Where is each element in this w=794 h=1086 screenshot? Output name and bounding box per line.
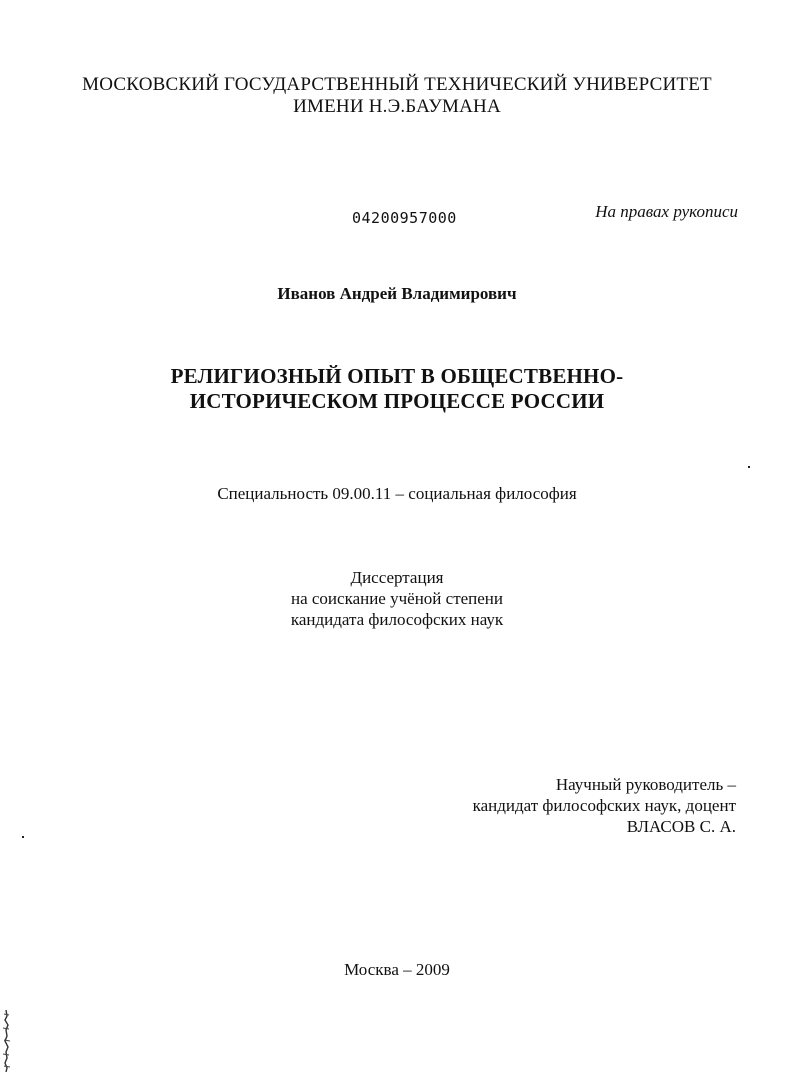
supervisor-degree: кандидат философских наук, доцент [472,796,736,815]
author-name: Иванов Андрей Владимирович [277,284,517,303]
manuscript-rights-note: На правах рукописи [595,202,738,221]
degree-purpose: на соискание учёной степени [290,589,504,608]
dissertation-title-line2: ИСТОРИЧЕСКОМ ПРОЦЕССЕ РОССИИ [189,389,605,413]
supervisor-label: Научный руководитель – [555,775,736,794]
specialty: Специальность 09.00.11 – социальная философия [217,484,577,503]
supervisor-name: ВЛАСОВ С. А. [626,817,736,836]
place-and-year: Москва – 2009 [344,960,450,979]
scan-speck [748,466,750,468]
dissertation-label: Диссертация [350,568,444,587]
registration-code: 04200957000 [352,209,457,227]
binding-edge-marks [2,1010,11,1072]
university-name-line2: ИМЕНИ Н.Э.БАУМАНА [293,96,501,117]
degree-name: кандидата философских наук [290,610,504,629]
university-name-line1: МОСКОВСКИЙ ГОСУДАРСТВЕННЫЙ ТЕХНИЧЕСКИЙ УНИВЕРСИТЕТ [82,74,712,95]
scan-speck [22,836,24,838]
dissertation-title-line1: РЕЛИГИОЗНЫЙ ОПЫТ В ОБЩЕСТВЕННО- [170,364,624,388]
